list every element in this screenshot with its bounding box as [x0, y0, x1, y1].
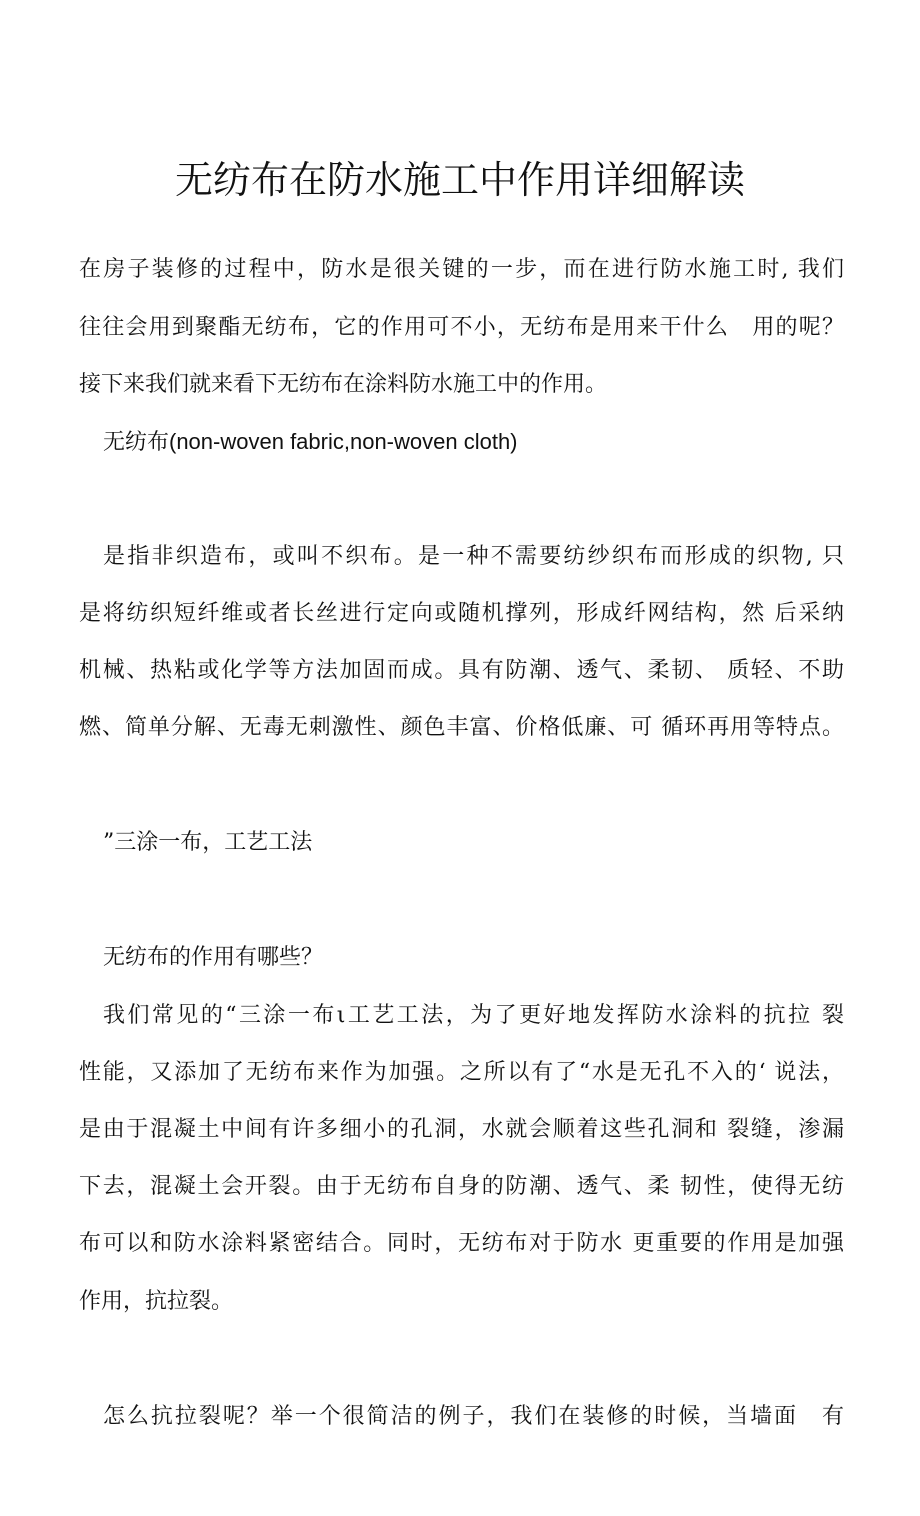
paragraph-line: 是将纺织短纤维或者长丝进行定向或随机撑列，形成纤网结构，然 后采纳: [79, 601, 844, 626]
term-definition-line: 无纺布(non-woven fabric,non-woven cloth): [103, 429, 518, 454]
paragraph-line: 在房子装修的过程中，防水是很关键的一步，而在进行防水施工时, 我们: [79, 257, 844, 282]
paragraph-line: 下去，混凝土会开裂。由于无纺布自身的防潮、透气、柔 韧性，使得无纺: [79, 1174, 844, 1199]
paragraph-line: 燃、简单分解、无毒无刺激性、颜色丰富、价格低廉、可 循环再用等特点。: [79, 715, 844, 740]
paragraph-line: 作用，抗拉裂。: [79, 1289, 234, 1314]
paragraph-line: 我们常见的“三涂一布ι工艺工法，为了更好地发挥防水涂料的抗拉 裂: [103, 1003, 844, 1028]
paragraph-line: 机械、热粘或化学等方法加固而成。具有防潮、透气、柔韧、 质轻、不助: [79, 658, 844, 683]
paragraph-line: 往往会用到聚酯无纺布，它的作用可不小，无纺布是用来干什么 用的呢？: [79, 315, 844, 340]
paragraph-line: 布可以和防水涂料紧密结合。同时，无纺布对于防水 更重要的作用是加强: [79, 1231, 844, 1256]
document-title: 无纺布在防水施工中作用详细解读: [174, 158, 745, 202]
paragraph-line: 是指非织造布，或叫不织布。是一种不需要纺纱织布而形成的织物, 只: [103, 544, 844, 569]
paragraph-line: 性能，又添加了无纺布来作为加强。之所以有了“水是无孔不入的‘ 说法，: [79, 1060, 844, 1085]
section-heading: 无纺布的作用有哪些？: [103, 945, 324, 970]
paragraph-line: 接下来我们就来看下无纺布在涂料防水施工中的作用。: [79, 372, 608, 397]
paragraph-line: 是由于混凝土中间有许多细小的孔洞，水就会顺着这些孔洞和 裂缝，渗漏: [79, 1117, 844, 1142]
paragraph-line: 怎么抗拉裂呢？举一个很简洁的例子，我们在装修的时候，当墙面 有: [103, 1404, 844, 1429]
craft-line: ”三涂一布，工艺工法: [103, 830, 313, 855]
